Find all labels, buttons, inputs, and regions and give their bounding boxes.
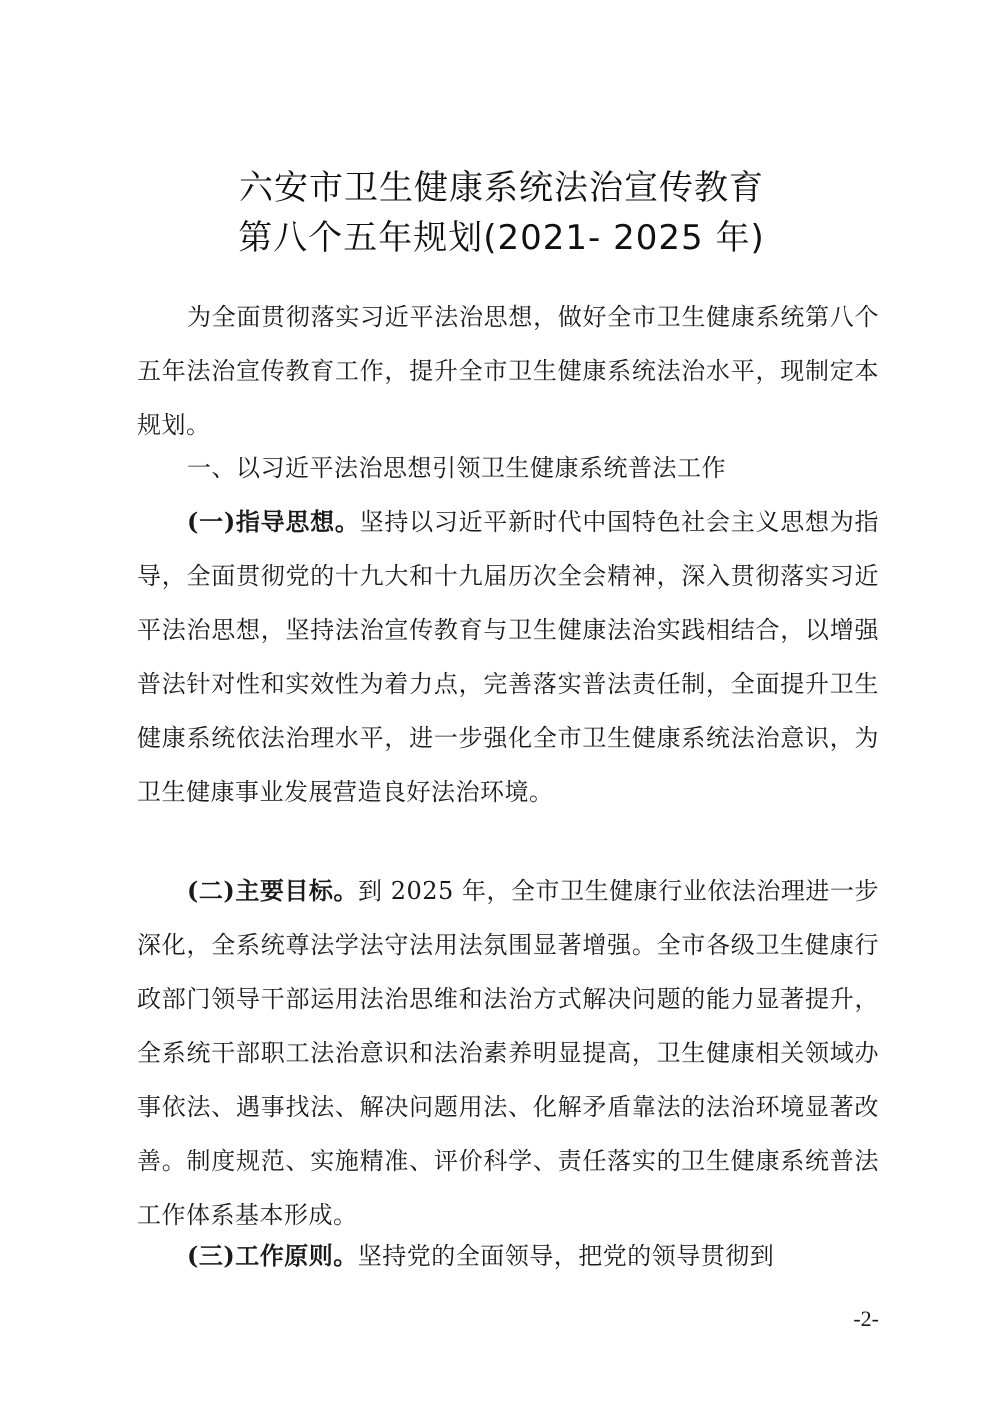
item-3-paragraph xyxy=(137,1229,879,1283)
item-2-paragraph xyxy=(137,864,879,1242)
item-1-text: 坚持以习近平新时代中国特色社会主义思想为指导，全面贯彻党的十九大和十九届历次全会精神，深入贯彻落实习近平法治思想，坚持法治宣传教育与卫生健康法治实践相结合，以增强普法针对性和实效性为着力点，完善落实普法责任制，全面提升卫生健康系统依法治理水平，进一步强化全市卫生健康系统法治意识，为卫生健康事业发展营造良好法治环境。 xyxy=(137,508,879,806)
page-number: -2- xyxy=(853,1306,879,1331)
document-title-line-1: 六安市卫生健康系统法治宣传教育 xyxy=(239,168,764,208)
document-title-line-2: 第八个五年规划(2021- 2025 年) xyxy=(238,218,765,258)
item-3-label: (三)工作原则。 xyxy=(187,1241,358,1270)
intro-paragraph: 为全面贯彻落实习近平法治思想，做好全市卫生健康系统第八个五年法治宣传教育工作，提升全市卫生健康系统法治水平，现制定本规划。 xyxy=(137,303,879,439)
item-2-label: (二)主要目标。 xyxy=(187,876,358,905)
item-1-label: (一)指导思想。 xyxy=(187,507,360,536)
item-2-text: 到 2025 年，全市卫生健康行业依法治理进一步深化，全系统尊法学法守法用法氛围显著增强。全市各级卫生健康行政部门领导干部运用法治思维和法治方式解决问题的能力显著提升，全系统干部职工法治意识和法治素养明显提高，卫生健康相关领域办事依法、遇事找法、解决问题用法、化解矛盾靠法的法治环境显著改善。制度规范、实施精准、评价科学、责任落实的卫生健康系统普法工作体系基本形成。 xyxy=(137,877,879,1229)
item-1-paragraph xyxy=(137,495,879,819)
item-3-text: 坚持党的全面领导，把党的领导贯彻到 xyxy=(357,1242,775,1270)
section-1-heading: 一、以习近平法治思想引领卫生健康系统普法工作 xyxy=(187,454,726,482)
